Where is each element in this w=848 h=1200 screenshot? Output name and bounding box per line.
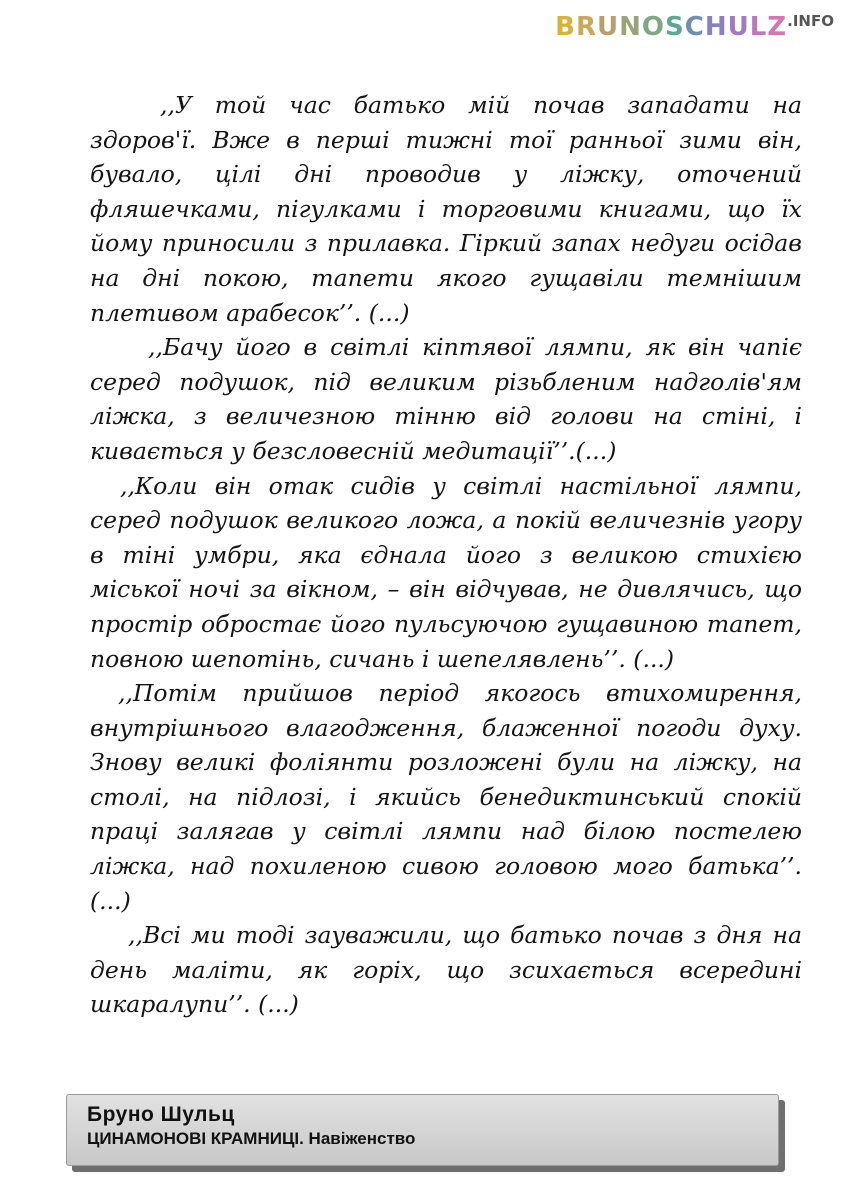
logo-letter: U [597,12,620,42]
paragraph-1: ,,У той час батько мій почав западати на здоров'ї. Вже в перші тижні тої ранньої зими він, бувало, цілі дні проводив у ліжку, оточений фляшечками, пігулками і торговими книгами, що їх йому приносили з прилавка. Гіркий запах недуги осідав на дні покою, тапети якого гущавіли темнішим плетивом арабесок’’. (...) [90,91,802,327]
logo-wordmark [555,12,787,42]
logo-letter: O [641,12,665,42]
author-name: Бруно Шульц [87,1103,235,1126]
logo-letter: U [727,12,750,42]
logo-letter: L [749,12,768,42]
logo-letter: N [619,12,642,42]
paragraph-5: ,,Всі ми тоді зауважили, що батько почав з дня на день маліти, як горіх, що зсихається всередині шкаралупи’’. (...) [90,921,802,1019]
logo-letter: B [555,12,576,42]
logo-letter: H [704,12,728,42]
logo-letter: R [575,12,597,42]
site-logo[interactable] [555,12,834,42]
paragraph-2: ,,Бачу його в світлі кіптявої лямпи, як він чапіє серед подушок, під великим різьбленим надголів'ям ліжка, з величезною тінню від голови на стіні, і кивається у безсловесній медитації’’.(...) [90,333,802,465]
quoted-text [90,88,802,1022]
logo-letter: S [665,12,685,42]
paragraph-3: ,,Коли він отак сидів у світлі настільної лямпи, серед подушок великого ложа, а покій величезнів угору в тіні умбри, яка єднала його з великою стихією міської ночі за вікном, – він відчував, не дивлячись, що простір обростає його пульсуючою гущавиною тапет, повною шепотінь, сичань і шепелявлень’’. (...) [90,471,802,673]
source-banner [66,1094,779,1166]
logo-suffix: .INFO [787,12,834,30]
logo-letter: Z [767,12,788,42]
book-title: ЦИНАМОНОВІ КРАМНИЦІ. Навіженство [87,1129,416,1148]
paragraph-4: ,,Потім прийшов період якогось втихомирення, внутрішнього влагодження, блаженної погоди духу. Знову великі фоліянти розложені були на ліжку, на столі, на підлозі, і якийсь бенедиктинський спокій праці залягав у світлі лямпи над білою постелею ліжка, над похиленою сивою головою мого батька’’. (...) [90,679,802,915]
logo-letter: C [684,12,705,42]
